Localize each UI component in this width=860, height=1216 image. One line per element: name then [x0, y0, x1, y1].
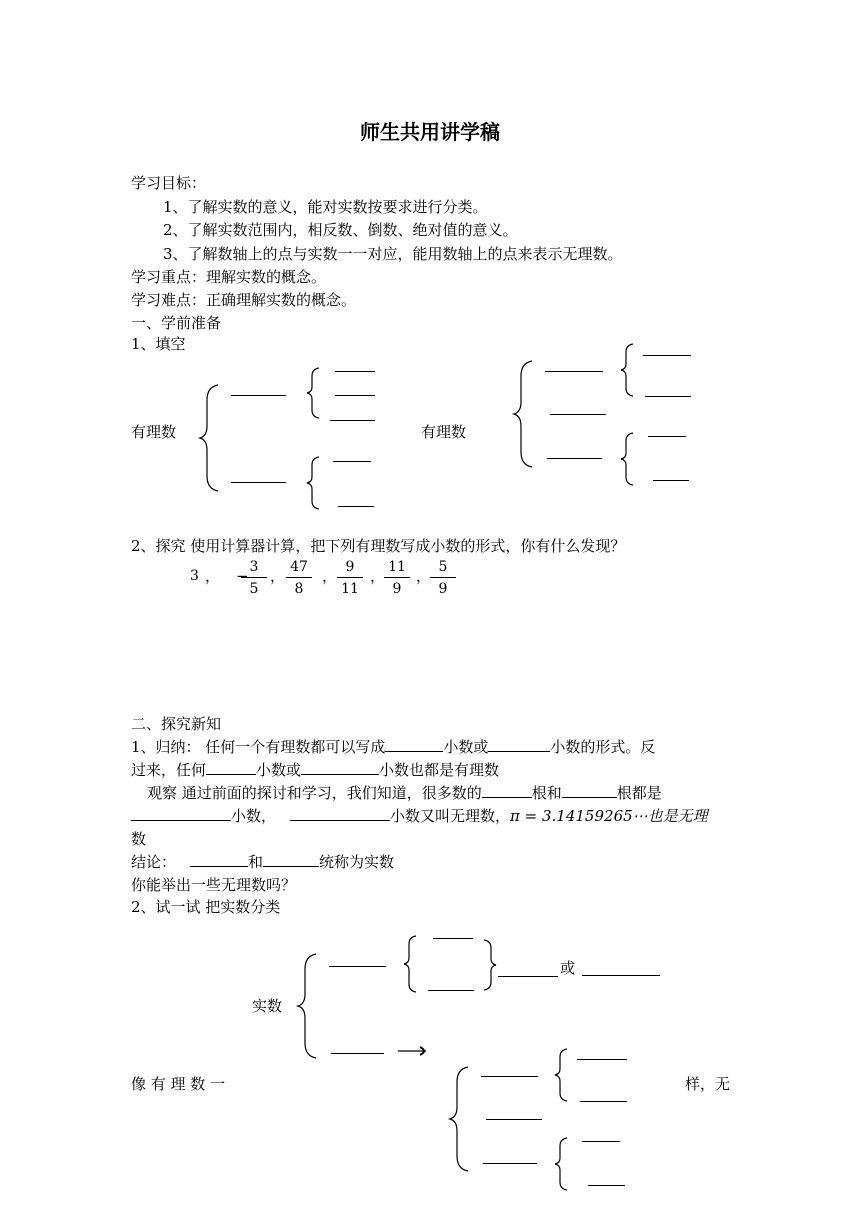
- induction-line: [131, 737, 655, 757]
- minus-sign: −: [236, 567, 249, 585]
- blank-line: [580, 1101, 627, 1102]
- objective-item: 3、了解数轴上的点与实数一一对应，能用数轴上的点来表示无理数。: [163, 245, 623, 263]
- blank-line: [482, 783, 532, 798]
- real-number-label: 实数: [252, 997, 283, 1015]
- blank-line: [643, 355, 691, 356]
- blank-line: [131, 806, 231, 821]
- blank-line: [428, 990, 474, 991]
- section1-heading: 一、学前准备: [131, 314, 222, 332]
- denominator: 9: [438, 581, 448, 597]
- text: 过来，任何: [131, 761, 207, 779]
- separator: ，: [416, 567, 432, 585]
- fraction: [241, 558, 267, 598]
- observe-line: [147, 783, 662, 803]
- observe-line-3: 数: [131, 830, 147, 848]
- rational-label-left: 有理数: [131, 423, 177, 441]
- bottom-left-text: 像 有 理 数 一: [131, 1075, 226, 1093]
- fraction: [337, 558, 363, 598]
- blank-line: [577, 1059, 627, 1060]
- arrow-icon: [397, 1045, 431, 1057]
- blank-line: [562, 783, 617, 798]
- brace-real-outer: [296, 953, 320, 1059]
- brace: [305, 456, 325, 510]
- blank-line: [333, 461, 371, 462]
- blank-line: [550, 414, 606, 415]
- brace: [553, 1048, 573, 1102]
- text: 小数或: [443, 738, 489, 756]
- blank-line: [231, 482, 286, 483]
- numerator: 3: [241, 558, 267, 578]
- blank-line: [483, 1163, 537, 1164]
- brace: [402, 935, 422, 993]
- number-3: 3: [190, 568, 199, 584]
- denominator: 5: [249, 581, 259, 597]
- brace-right-outer: [512, 360, 536, 468]
- numerator: 11: [384, 558, 410, 578]
- separator: ，: [205, 567, 221, 585]
- blank-line: [331, 1053, 384, 1054]
- denominator: 11: [341, 581, 359, 597]
- brace: [305, 367, 325, 419]
- blank-line: [433, 938, 473, 939]
- blank-line: [545, 371, 603, 372]
- text: 1、归纳： 任何一个有理数都可以写成: [131, 738, 386, 756]
- text: 根和: [531, 784, 562, 802]
- blank-line: [588, 1185, 625, 1186]
- objective-item: 2、了解实数范围内，相反数、倒数、绝对值的意义。: [163, 221, 518, 239]
- text: 小数也都是有理数: [379, 761, 500, 779]
- fraction: [286, 558, 312, 598]
- explore-question: 2、探究 使用计算器计算，把下列有理数写成小数的形式，你有什么发现？: [131, 537, 626, 555]
- blank-line: [648, 436, 686, 437]
- blank-line: [488, 737, 550, 752]
- blank-line: [206, 760, 256, 775]
- text: 统称为实数: [319, 853, 395, 871]
- blank-line: [301, 760, 379, 775]
- closing-brace: [478, 939, 498, 991]
- question: 你能举出一些无理数吗？: [131, 876, 297, 894]
- or-label: 或: [560, 959, 576, 977]
- section2-heading: 二、探究新知: [131, 715, 222, 733]
- conclusion-line: [131, 852, 394, 872]
- blank-line: [335, 395, 375, 396]
- objectives-heading: 学习目标：: [131, 174, 207, 192]
- blank-line: [498, 976, 558, 977]
- induction-line-2: [131, 760, 499, 780]
- brace: [619, 343, 639, 397]
- denominator: 9: [392, 581, 402, 597]
- blank-line: [190, 852, 248, 867]
- separator: ，: [270, 567, 286, 585]
- numerator: 47: [286, 558, 312, 578]
- blank-line: [481, 1076, 538, 1077]
- try-heading: 2、试一试 把实数分类: [131, 898, 281, 916]
- blank-line: [547, 458, 602, 459]
- blank-line: [329, 966, 386, 967]
- denominator: 8: [294, 581, 304, 597]
- blank-line: [486, 1119, 542, 1120]
- text: 小数或: [256, 761, 302, 779]
- brace: [553, 1137, 573, 1191]
- fraction: [430, 558, 456, 598]
- fill-heading: 1、填空: [131, 335, 186, 353]
- text: 小数又叫无理数，: [390, 807, 511, 825]
- difficulty: 学习难点：正确理解实数的概念。: [131, 291, 357, 309]
- blank-line: [263, 852, 319, 867]
- fraction: [384, 558, 410, 598]
- blank-line: [330, 420, 375, 421]
- blank-line: [290, 806, 390, 821]
- text: 和: [248, 853, 264, 871]
- blank-line: [231, 395, 286, 396]
- brace-left-outer: [198, 384, 222, 492]
- separator: ，: [322, 567, 338, 585]
- blank-line: [582, 1141, 620, 1142]
- text: 结论：: [131, 853, 177, 871]
- numerator: 5: [430, 558, 456, 578]
- rational-label-right: 有理数: [421, 423, 467, 441]
- brace: [619, 432, 639, 486]
- numerator: 9: [337, 558, 363, 578]
- blank-line: [645, 396, 691, 397]
- objective-item: 1、了解实数的意义，能对实数按要求进行分类。: [163, 198, 488, 216]
- blank-line: [653, 480, 689, 481]
- blank-line: [582, 975, 660, 976]
- blank-line: [338, 506, 374, 507]
- separator: ，: [370, 567, 386, 585]
- page-title: 师生共用讲学稿: [360, 120, 500, 144]
- pi-expression: π = 3.14159265⋯也是无理: [510, 807, 708, 825]
- blank-line: [385, 737, 443, 752]
- text: 小数的形式。反: [550, 738, 656, 756]
- text: 观察 通过前面的探讨和学习，我们知道，很多数的: [147, 784, 482, 802]
- text: 小数，: [231, 807, 277, 825]
- observe-line-2: [131, 806, 708, 826]
- brace-bottom-outer: [448, 1066, 472, 1172]
- blank-line: [335, 371, 375, 372]
- key-point: 学习重点：理解实数的概念。: [131, 268, 327, 286]
- text: 根都是: [616, 784, 662, 802]
- bottom-right-text: 样，无: [685, 1075, 731, 1093]
